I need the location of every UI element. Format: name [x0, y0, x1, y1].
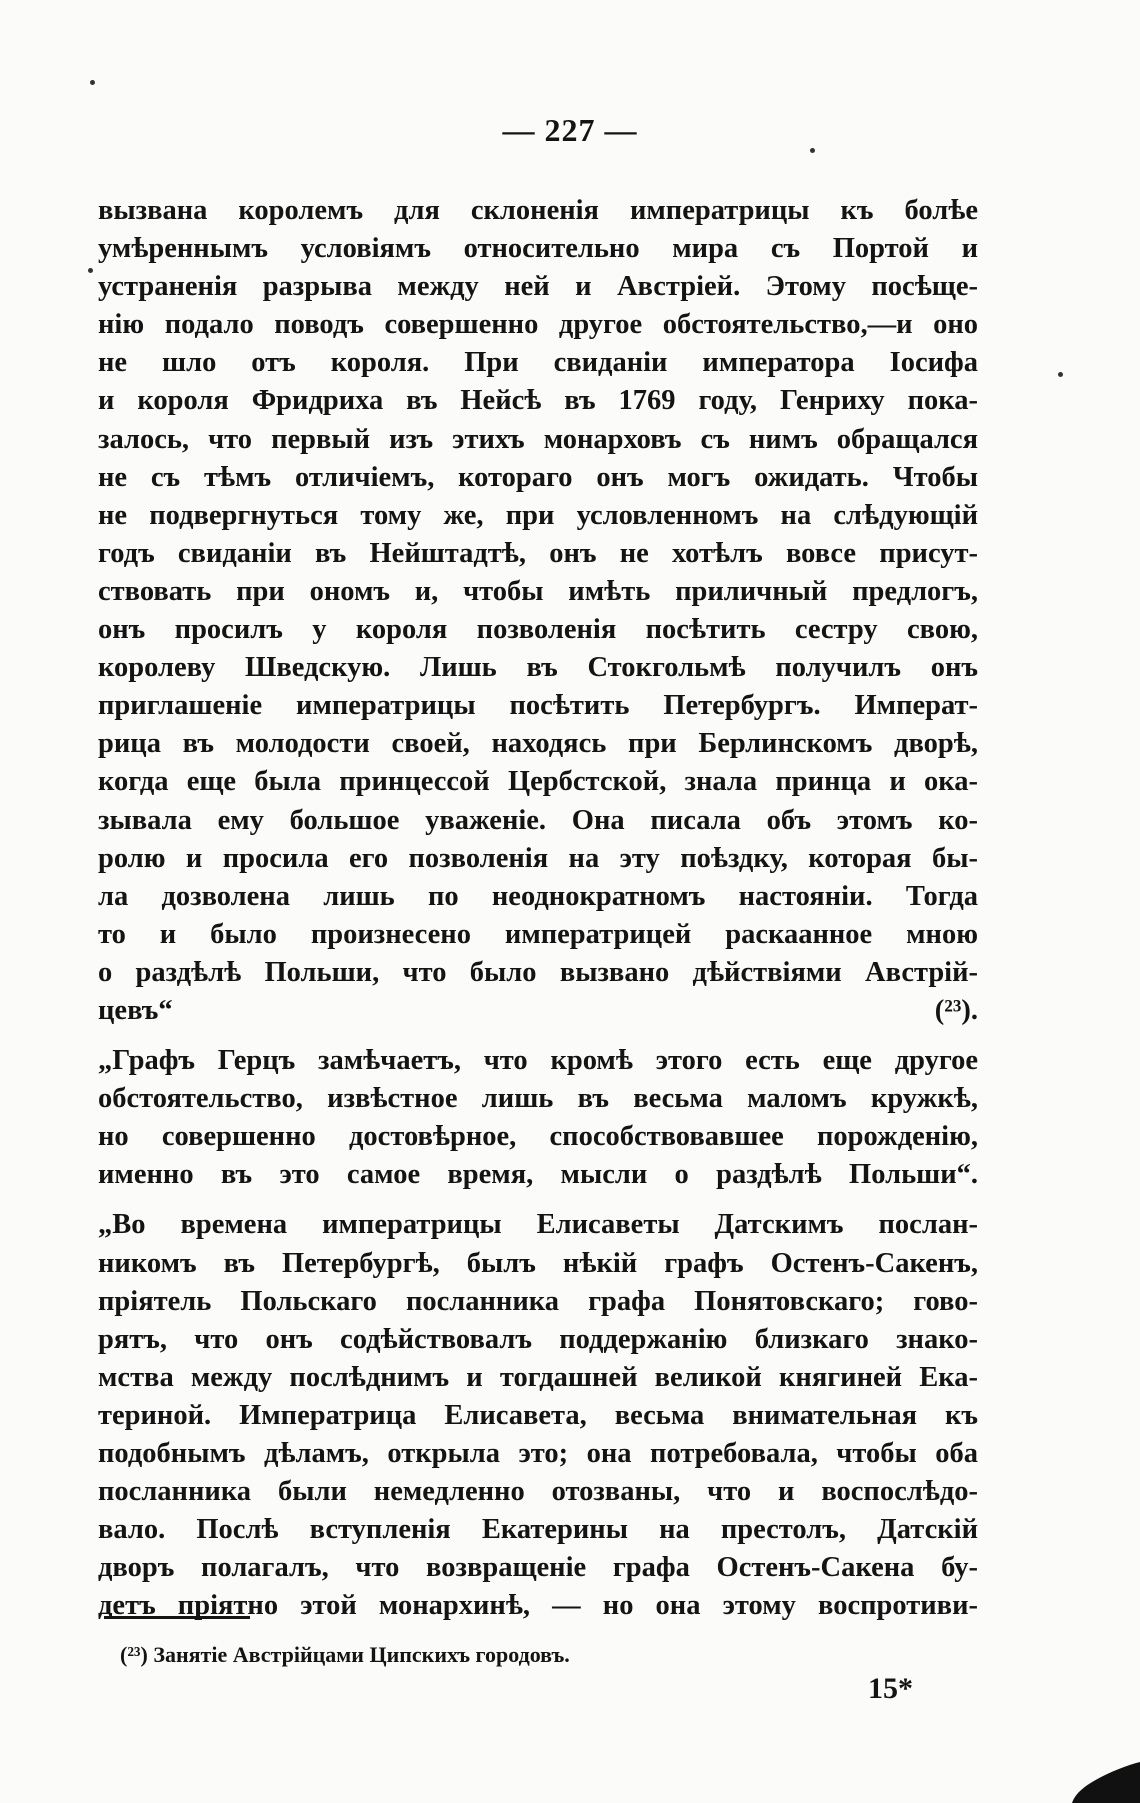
- text-line: залось, что первый изъ этихъ монарховъ съ нимъ обращался: [98, 423, 978, 455]
- footnote-divider: [104, 1616, 250, 1619]
- scan-speck: [88, 268, 93, 273]
- text-line: нію подало поводъ совершенно другое обстоятельство,—и оно: [98, 309, 978, 341]
- text-line: ролю и просила его позволенія на эту поѣздку, которая бы-: [98, 842, 978, 874]
- text-line: онъ просилъ у короля позволенія посѣтить сестру свою,: [98, 614, 978, 646]
- text-line: не шло отъ короля. При свиданіи императора Іосифа: [98, 347, 978, 379]
- signature-mark: 15*: [868, 1672, 913, 1705]
- text-line: но совершенно достовѣрное, способствовавшее порожденію,: [98, 1121, 978, 1153]
- text-line: цевъ“ (²³).: [98, 994, 978, 1026]
- text-line: устраненія разрыва между ней и Австріей. Этому посѣще-: [98, 271, 978, 303]
- text-line: никомъ въ Петербургѣ, былъ нѣкій графъ Остенъ-Сакенъ,: [98, 1247, 978, 1279]
- text-line: зывала ему большое уваженіе. Она писала объ этомъ ко-: [98, 804, 978, 836]
- text-line: вало. Послѣ вступленія Екатерины на престолъ, Датскій: [98, 1514, 978, 1546]
- text-line: „Графъ Герцъ замѣчаетъ, что кромѣ этого есть еще другое: [98, 1045, 978, 1077]
- text-line: ла дозволена лишь по неоднократномъ настояніи. Тогда: [98, 880, 978, 912]
- page-corner-shadow: [1072, 1762, 1140, 1803]
- text-line: детъ пріятно этой монархинѣ, — но она этому воспротиви-: [98, 1590, 978, 1622]
- text-line: не съ тѣмъ отличіемъ, котораго онъ могъ ожидать. Чтобы: [98, 461, 978, 493]
- scan-speck: [1058, 372, 1063, 377]
- text-line: териной. Императрица Елисавета, весьма внимательная къ: [98, 1399, 978, 1431]
- text-line: именно въ это самое время, мысли о раздѣлѣ Польши“.: [98, 1159, 978, 1191]
- text-line: годъ свиданіи въ Нейштадтѣ, онъ не хотѣлъ вовсе присут-: [98, 537, 978, 569]
- text-line: умѣреннымъ условіямъ относительно мира съ Портой и: [98, 233, 978, 265]
- scan-speck: [90, 80, 95, 85]
- text-line: вызвана королемъ для склоненія императрицы къ болѣе: [98, 195, 978, 226]
- text-line: приглашеніе императрицы посѣтить Петербургъ. Императ-: [98, 690, 978, 722]
- text-line: не подвергнуться тому же, при условленномъ на слѣдующій: [98, 499, 978, 531]
- text-line: мства между послѣднимъ и тогдашней великой княгиней Ека-: [98, 1361, 978, 1393]
- page-number-header: — 227 —: [502, 112, 638, 148]
- text-line: то и было произнесено императрицей раскаанное мною: [98, 918, 978, 950]
- text-line: ствовать при ономъ и, чтобы имѣть приличный предлогъ,: [98, 575, 978, 607]
- paragraph: [98, 1206, 978, 1625]
- text-line: посланника были немедленно отозваны, что и воспослѣдо-: [98, 1476, 978, 1508]
- text-line: о раздѣлѣ Польши, что было вызвано дѣйствіями Австрій-: [98, 956, 978, 988]
- paragraph: [98, 1042, 978, 1194]
- scan-speck: [810, 148, 815, 153]
- text-line: королеву Шведскую. Лишь въ Стокгольмѣ получилъ онъ: [98, 652, 978, 684]
- text-line: рятъ, что онъ содѣйствовалъ поддержанію близкаго знако-: [98, 1323, 978, 1355]
- footnote: (²³) Занятіе Австрійцами Ципскихъ городовъ.: [120, 1642, 570, 1667]
- text-line: и короля Фридриха въ Нейсѣ въ 1769 году, Генриху пока-: [98, 385, 978, 417]
- text-line: „Во времена императрицы Елисаветы Датскимъ послан-: [98, 1209, 978, 1241]
- text-line: подобнымъ дѣламъ, открыла это; она потребовала, чтобы оба: [98, 1438, 978, 1469]
- paragraph: [98, 192, 978, 1030]
- text-line: когда еще была принцессой Цербстской, знала принца и ока-: [98, 766, 978, 798]
- body-text: [98, 192, 978, 1625]
- text-line: пріятель Польскаго посланника графа Понятовскаго; гово-: [98, 1285, 978, 1317]
- text-line: рица въ молодости своей, находясь при Берлинскомъ дворѣ,: [98, 728, 978, 760]
- text-line: обстоятельство, извѣстное лишь въ весьма маломъ кружкѣ,: [98, 1083, 978, 1115]
- text-line: дворъ полагалъ, что возвращеніе графа Остенъ-Сакена бу-: [98, 1552, 978, 1584]
